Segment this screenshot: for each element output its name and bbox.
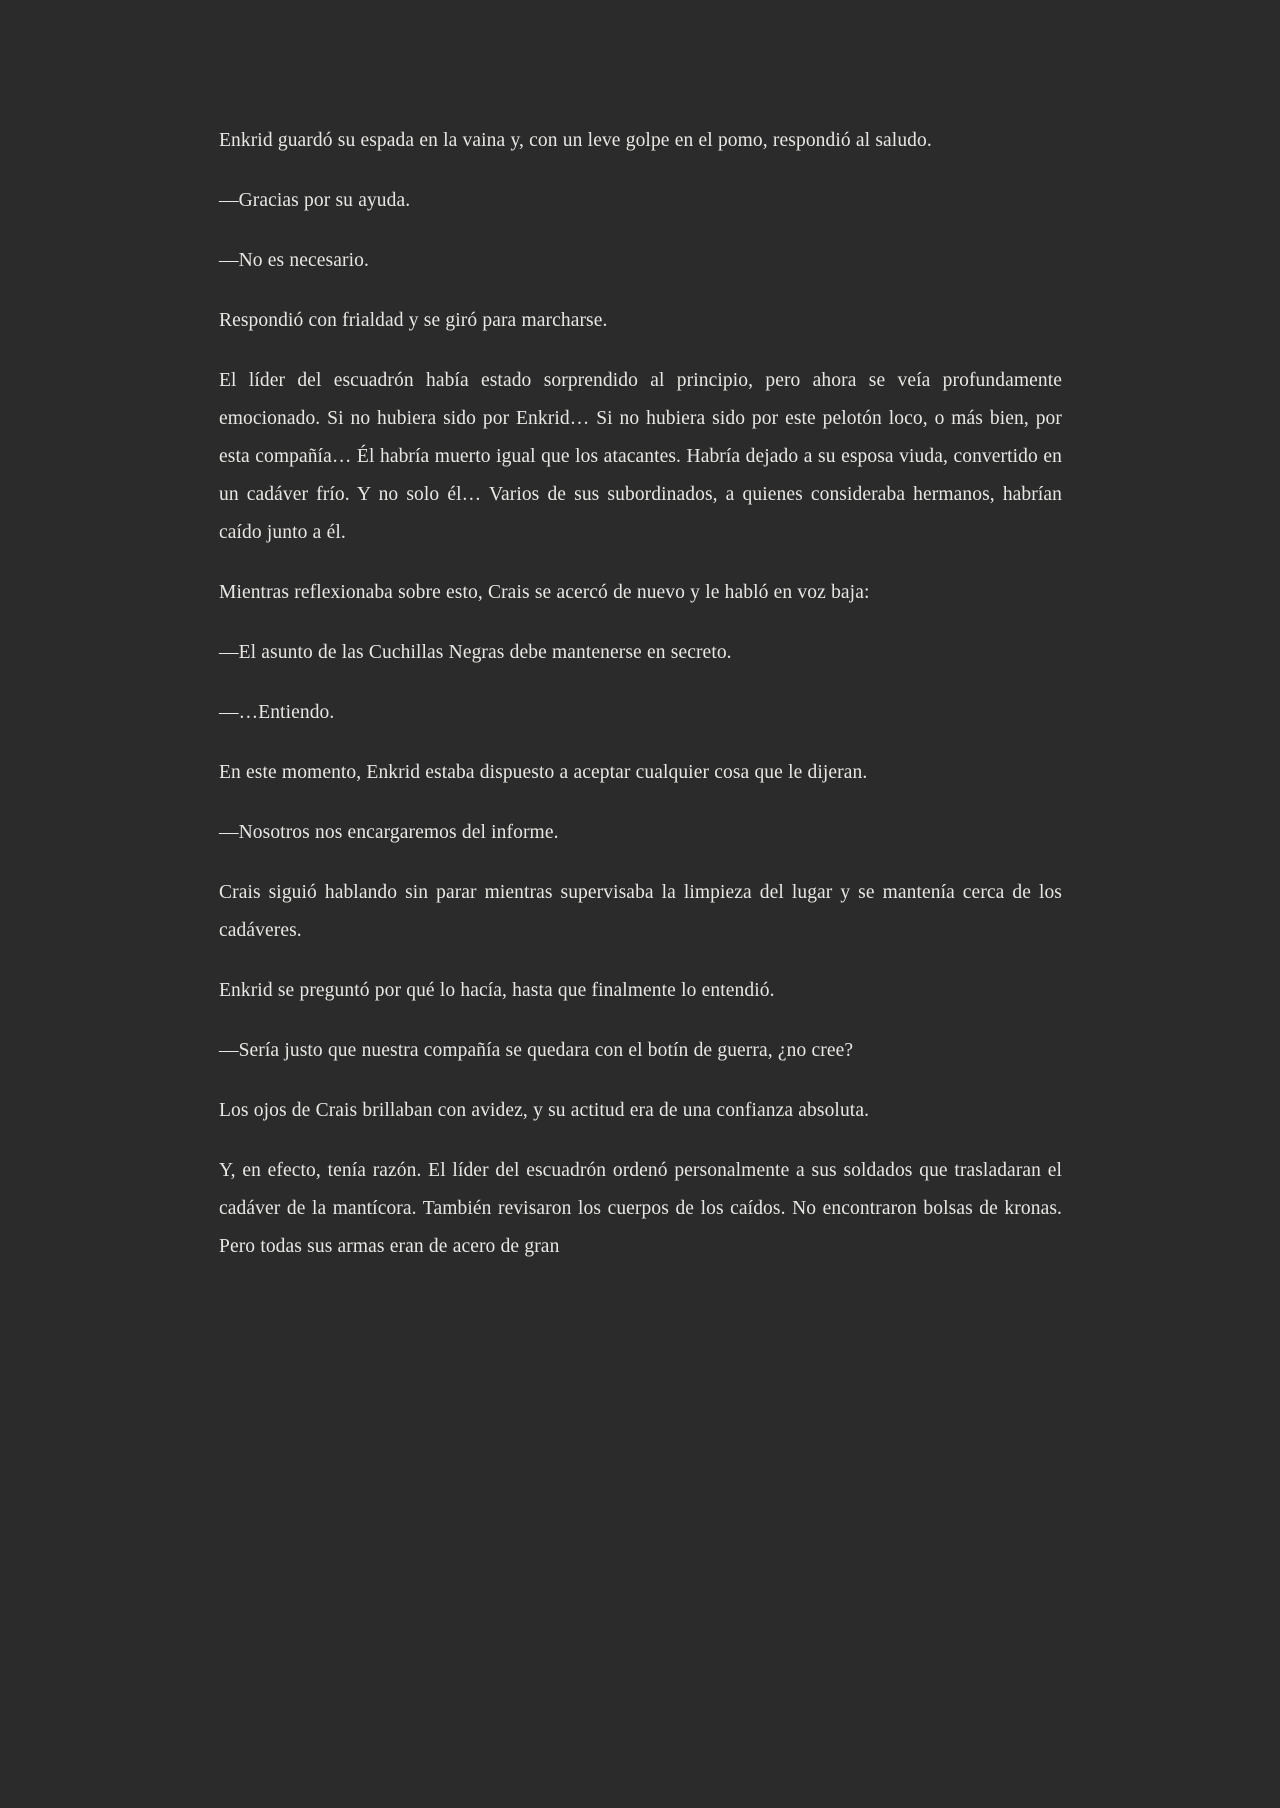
reader-page [85, 0, 1195, 1808]
paragraph: El líder del escuadrón había estado sorprendido al principio, pero ahora se veía profundamente emocionado. Si no hubiera sido por Enkrid… Si no hubiera sido por este pelotón loco, o más bien, por esta compañía… Él habría muerto igual que los atacantes. Habría dejado a su esposa viuda, convertido en un cadáver frío. Y no solo él… Varios de sus subordinados, a quienes consideraba hermanos, habrían caído junto a él. [219, 370, 1062, 543]
paragraph: —…Entiendo. [219, 702, 335, 723]
paragraph: —El asunto de las Cuchillas Negras debe mantenerse en secreto. [219, 642, 732, 663]
paragraph: Enkrid se preguntó por qué lo hacía, hasta que finalmente lo entendió. [219, 980, 775, 1001]
paragraph: En este momento, Enkrid estaba dispuesto a aceptar cualquier cosa que le dijeran. [219, 762, 868, 783]
paragraph: Crais siguió hablando sin parar mientras supervisaba la limpieza del lugar y se mantenía cerca de los cadáveres. [219, 882, 1062, 941]
paragraph: —Gracias por su ayuda. [219, 190, 411, 211]
paragraph: —Sería justo que nuestra compañía se quedara con el botín de guerra, ¿no cree? [219, 1040, 854, 1061]
reader-text-column [219, 122, 1062, 1266]
paragraph: Respondió con frialdad y se giró para marcharse. [219, 310, 608, 331]
paragraph: —No es necesario. [219, 250, 369, 271]
paragraph: Mientras reflexionaba sobre esto, Crais se acercó de nuevo y le habló en voz baja: [219, 582, 870, 603]
paragraph: Y, en efecto, tenía razón. El líder del escuadrón ordenó personalmente a sus soldados que trasladaran el cadáver de la mantícora. También revisaron los cuerpos de los caídos. No encontraron bolsas de kronas. Pero todas sus armas eran de acero de gran [219, 1160, 1062, 1257]
paragraph: —Nosotros nos encargaremos del informe. [219, 822, 559, 843]
paragraph: Los ojos de Crais brillaban con avidez, y su actitud era de una confianza absoluta. [219, 1100, 870, 1121]
paragraph: Enkrid guardó su espada en la vaina y, con un leve golpe en el pomo, respondió al saludo. [219, 130, 932, 151]
